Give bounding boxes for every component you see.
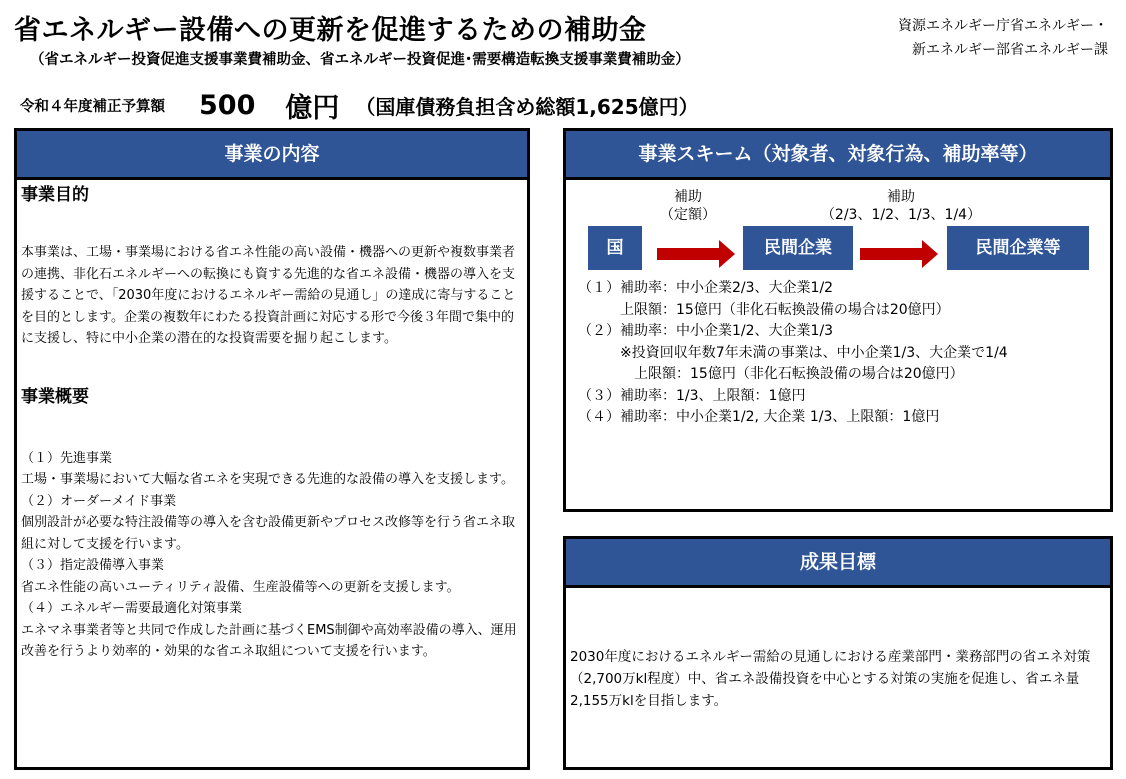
budget-total: （国庫債務負担含め総額1,625億円） — [355, 95, 699, 119]
scheme-line-2: 上限額：15億円（非化石転換設備の場合は20億円） — [578, 301, 950, 318]
budget-label: 令和４年度補正予算額 — [20, 99, 165, 115]
scheme-line-7: （４）補助率：中小企業1/2, 大企業 1/3、上限額：1億円 — [578, 409, 940, 425]
department-line-1: 資源エネルギー庁省エネルギー・ — [898, 18, 1108, 34]
scheme-flow — [566, 180, 1110, 278]
overview-item-4-head: （４）エネルギー需要最適化対策事業 — [21, 601, 243, 616]
page-subtitle: （省エネルギー投資促進支援事業費補助金、省エネルギー投資促進･需要構造転換支援事業費補助金） — [30, 52, 690, 68]
flow-label-1-line-1: 補助 — [674, 189, 702, 205]
purpose-text: 本事業は、工場・事業場における省エネ性能の高い設備・機器への更新や複数事業者の連携、非化石エネルギーへの転換にも資する先進的な省エネ設備・機器の導入を支援することで、「2030年度におけるエネルギー需給の見通し」の達成に寄与することを目的とします。企業の複数年にわたる投資計画に対応する形で今後３年間で集中的に支援し、特に中小企業の潜在的な投資需要を掘り起こします。 — [21, 245, 516, 346]
scheme-line-4: ※投資回収年数7年未満の事業は、中小企業1/3、大企業で1/4 — [578, 344, 1008, 361]
result-header: 成果目標 — [566, 539, 1110, 588]
flow-label-2 — [796, 188, 1006, 224]
flow-box-government: 国 — [588, 226, 642, 270]
flow-label-2-line-1: 補助 — [887, 189, 915, 205]
scheme-panel — [563, 128, 1113, 512]
scheme-line-1: （１）補助率：中小企業2/3、大企業1/2 — [578, 280, 834, 296]
department — [898, 14, 1108, 62]
scheme-header: 事業スキーム（対象者、対象行為、補助率等） — [566, 131, 1110, 180]
scheme-details — [566, 278, 1110, 429]
flow-arrow-2 — [860, 248, 924, 260]
overview-item-2-text: 個別設計が必要な特注設備等の導入を含む設備更新やプロセス改修等を行う省エネ取組に対して支援を行います。 — [21, 515, 516, 552]
overview-item-2-head: （２）オーダーメイド事業 — [21, 493, 177, 509]
overview-title: 事業概要 — [21, 386, 89, 407]
flow-label-1-line-2: （定額） — [660, 207, 716, 223]
scheme-line-6: （３）補助率：1/3、上限額：1億円 — [578, 387, 806, 404]
overview-item-3-text: 省エネ性能の高いユーティリティ設備、生産設備等への更新を支援します。 — [21, 579, 460, 595]
flow-label-1 — [648, 188, 728, 224]
overview-item-1-head: （１）先進事業 — [21, 450, 113, 466]
budget-amount: 500 — [199, 90, 256, 121]
result-panel — [563, 536, 1113, 770]
overview-item-3-head: （３）指定設備導入事業 — [21, 558, 165, 573]
page-title: 省エネルギー設備への更新を促進するための補助金 — [14, 15, 647, 46]
content-header: 事業の内容 — [17, 131, 527, 180]
flow-box-private-companies: 民間企業等 — [947, 226, 1089, 270]
overview-item-4-text: エネマネ事業者等と共同で作成した計画に基づくEMS制御や高効率設備の導入、運用改善を行うより効率的・効果的な省エネ取組について支援を行います。 — [21, 622, 517, 659]
overview-item-1-text: 工場・事業場において大幅な省エネを実現できる先進的な設備の導入を支援します。 — [21, 472, 514, 487]
flow-box-private-company: 民間企業 — [743, 226, 853, 270]
scheme-line-3: （２）補助率：中小企業1/2、大企業1/3 — [578, 323, 834, 339]
scheme-line-5: 上限額：15億円（非化石転換設備の場合は20億円） — [578, 366, 964, 382]
content-panel — [14, 128, 530, 770]
flow-label-2-line-2: （2/3、1/2、1/3、1/4） — [820, 207, 982, 223]
budget-line — [20, 86, 699, 125]
flow-arrow-1 — [657, 248, 721, 260]
department-line-2: 新エネルギー部省エネルギー課 — [912, 42, 1108, 58]
result-text: 2030年度におけるエネルギー需給の見通しにおける産業部門・業務部門の省エネ対策（2,700万kl程度）中、省エネ設備投資を中心とする対策の実施を促進し、省エネ量2,155万klを目指します。 — [570, 649, 1091, 709]
purpose-title: 事業目的 — [21, 185, 89, 205]
budget-unit: 億円 — [285, 93, 340, 124]
